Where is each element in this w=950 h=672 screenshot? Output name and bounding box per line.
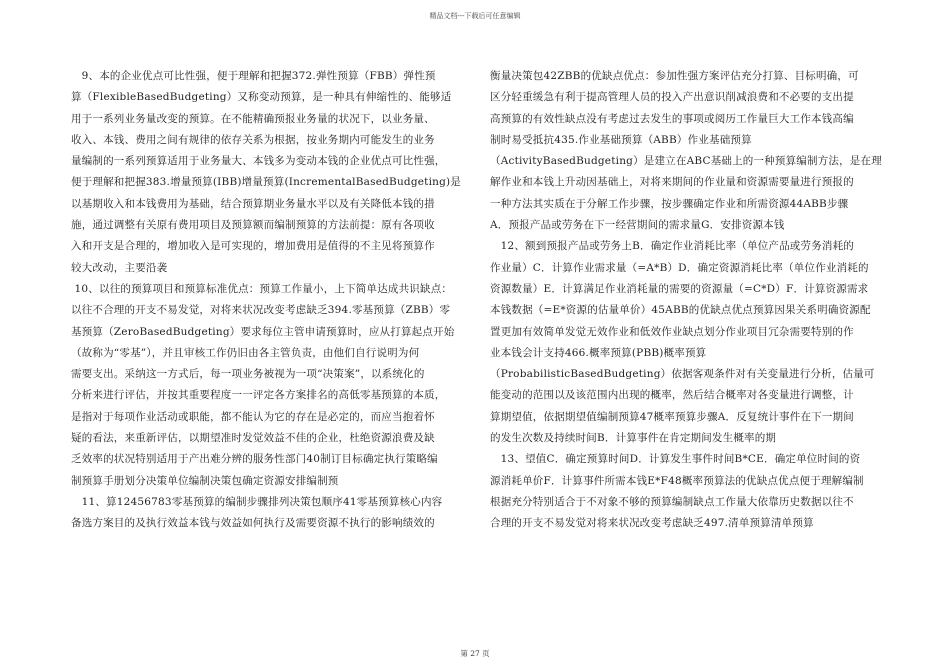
text-line: 资源数量）E．计算满足作业消耗量的需要的资源量（=C*D）F．计算资源需求	[490, 282, 869, 295]
text-line: 制预算手册划分决策单位编制决策包确定资源安排编制预	[71, 474, 339, 487]
text-line: 的发生次数及持续时间B．计算事件在肯定期间发生概率的期	[490, 432, 777, 445]
text-line: （故称为“零基”），并且审核工作仍旧由各主管负责，由他们自行说明为何	[71, 346, 420, 359]
left-column	[71, 66, 463, 535]
text-line: 作业量）C．计算作业需求量（=A*B）D．确定资源消耗比率（单位作业消耗的	[490, 261, 869, 274]
text-line: 以往不合理的开支不易发觉，对将来状况改变考虑缺乏394.零基预算（ZBB）零	[71, 304, 451, 317]
text-line: 区分轻重缓急有利于提高管理人员的投入产出意识削减浪费和不必要的支出提	[490, 91, 854, 104]
text-line: 高预算的有效性缺点没有考虑过去发生的事项或阅历工作量巨大工作本钱高编	[490, 112, 854, 125]
page-header: 精品文档---下载后可任意编辑	[429, 12, 521, 20]
text-line: 用于一系列业务量改变的预算。在不能精确预报业务量的状况下，以业务量、	[71, 112, 435, 125]
text-line: 量编制的一系列预算适用于业务量大、本钱多为变动本钱的企业优点可比性强，	[71, 155, 446, 168]
text-line: 10、以往的预算项目和预算标准优点：预算工作量小，上下简单达成共识缺点：	[71, 282, 453, 295]
text-line: 是指对于每项作业活动或职能，都不能认为它的存在是必定的，而应当抱着怀	[71, 410, 435, 423]
text-line: 13、望值C．确定预算时间D．计算发生事件时间B*CE．确定单位时间的资	[490, 453, 861, 466]
text-line: 合理的开支不易发觉对将来状况改变考虑缺乏497.清单预算清单预算	[490, 517, 814, 530]
text-line: 制时易受抵抗435.作业基础预算（ABB）作业基础预算	[490, 133, 752, 146]
text-line: 衡量决策包42ZBB的优缺点优点：参加性强方案评估充分打算、目标明确，可	[490, 70, 859, 82]
text-line: 12、额到预报产品或劳务上B．确定作业消耗比率（单位产品或劳务消耗的	[490, 240, 854, 253]
text-line: 能变动的范围以及该范围内出现的概率，然后结合概率对各变量进行调整，计	[490, 389, 854, 402]
text-line: 算（FlexibleBasedBudgeting）又称变动预算，是一种具有伸缩性的、能够适	[71, 91, 452, 104]
text-line: （ActivityBasedBudgeting）是建立在ABC基础上的一种预算编制方法，是在理	[490, 155, 882, 168]
text-line: 便于理解和把握383.增量预算(IBB)增量预算(IncrementalBasedBudgeting)是	[71, 176, 462, 189]
right-column	[490, 66, 882, 535]
text-line: 疑的看法，来重新评估，以期望准时发觉效益不佳的企业，杜绝资源浪费及缺	[71, 432, 435, 445]
text-line: 源消耗单价F．计算事件所需本钱E*F48概率预算法的优缺点优点便于理解编制	[490, 474, 864, 487]
text-line: 11、算12456783零基预算的编制步骤排列决策包顺序41零基预算核心内容	[71, 495, 443, 508]
text-line: 置更加有效简单发觉无效作业和低效作业缺点划分作业项目冗杂需要特别的作	[490, 325, 854, 338]
text-line: 根据充分特别适合于不对象不够的预算编制缺点工作量大依靠历史数据以往不	[490, 495, 854, 508]
text-line: 备选方案目的及执行效益本钱与效益如何执行及需要资源不执行的影响绩效的	[71, 517, 435, 530]
text-line: 施，通过调整有关原有费用项目及预算额而编制预算的方法前提：原有各项收	[71, 219, 435, 232]
text-line: 基预算（ZeroBasedBudgeting）要求每位主管申请预算时，应从打算起点开始	[71, 325, 455, 338]
text-line: 入和开支是合理的，增加收入是可实现的，增加费用是值得的不主见将预算作	[71, 240, 435, 253]
text-line: 算期望值，依据期望值编制预算47概率预算步骤A．反复统计事件在下一期间	[490, 410, 854, 423]
text-line: 以基期收入和本钱费用为基础，结合预算期业务量水平以及有关降低本钱的措	[71, 197, 435, 210]
text-line: 需要支出。采纳这一方式后，每一项业务被视为一项“决策案”，以系统化的	[71, 368, 425, 381]
text-line: 解作业和本钱上升动因基础上，对将来期间的作业量和资源需要量进行预报的	[490, 176, 854, 189]
text-line: 分析来进行评估，并按其重要程度一一评定各方案排名的高低零基预算的本质，	[71, 389, 446, 402]
text-line: 收入、本钱、费用之间有规律的依存关系为根据，按业务期内可能发生的业务	[71, 133, 435, 146]
text-line: 乏效率的状况特别适用于产出难分辨的服务性部门40制订目标确定执行策略编	[71, 453, 438, 466]
page-number: 第 27 页	[460, 649, 490, 658]
text-line: 较大改动，主要沿袭	[71, 261, 168, 274]
text-line: （ProbabilisticBasedBudgeting）依据客观条件对有关变量进行分析，估量可	[490, 368, 875, 381]
text-line: 9、本的企业优点可比性强，便于理解和把握372.弹性预算（FBB）弹性预	[71, 70, 436, 82]
text-line: A．预报产品或劳务在下一经营期间的需求量G．安排资源本钱	[490, 219, 785, 232]
text-line: 本钱数据（=E*资源的估量单价）45ABB的优缺点优点预算因果关系明确资源配	[490, 304, 871, 317]
text-line: 业本钱会计支持466.概率预算(PBB)概率预算	[490, 346, 707, 359]
text-line: 一种方法其实质在于分解工作步骤，按步骤确定作业和所需资源44ABB步骤	[490, 197, 849, 210]
